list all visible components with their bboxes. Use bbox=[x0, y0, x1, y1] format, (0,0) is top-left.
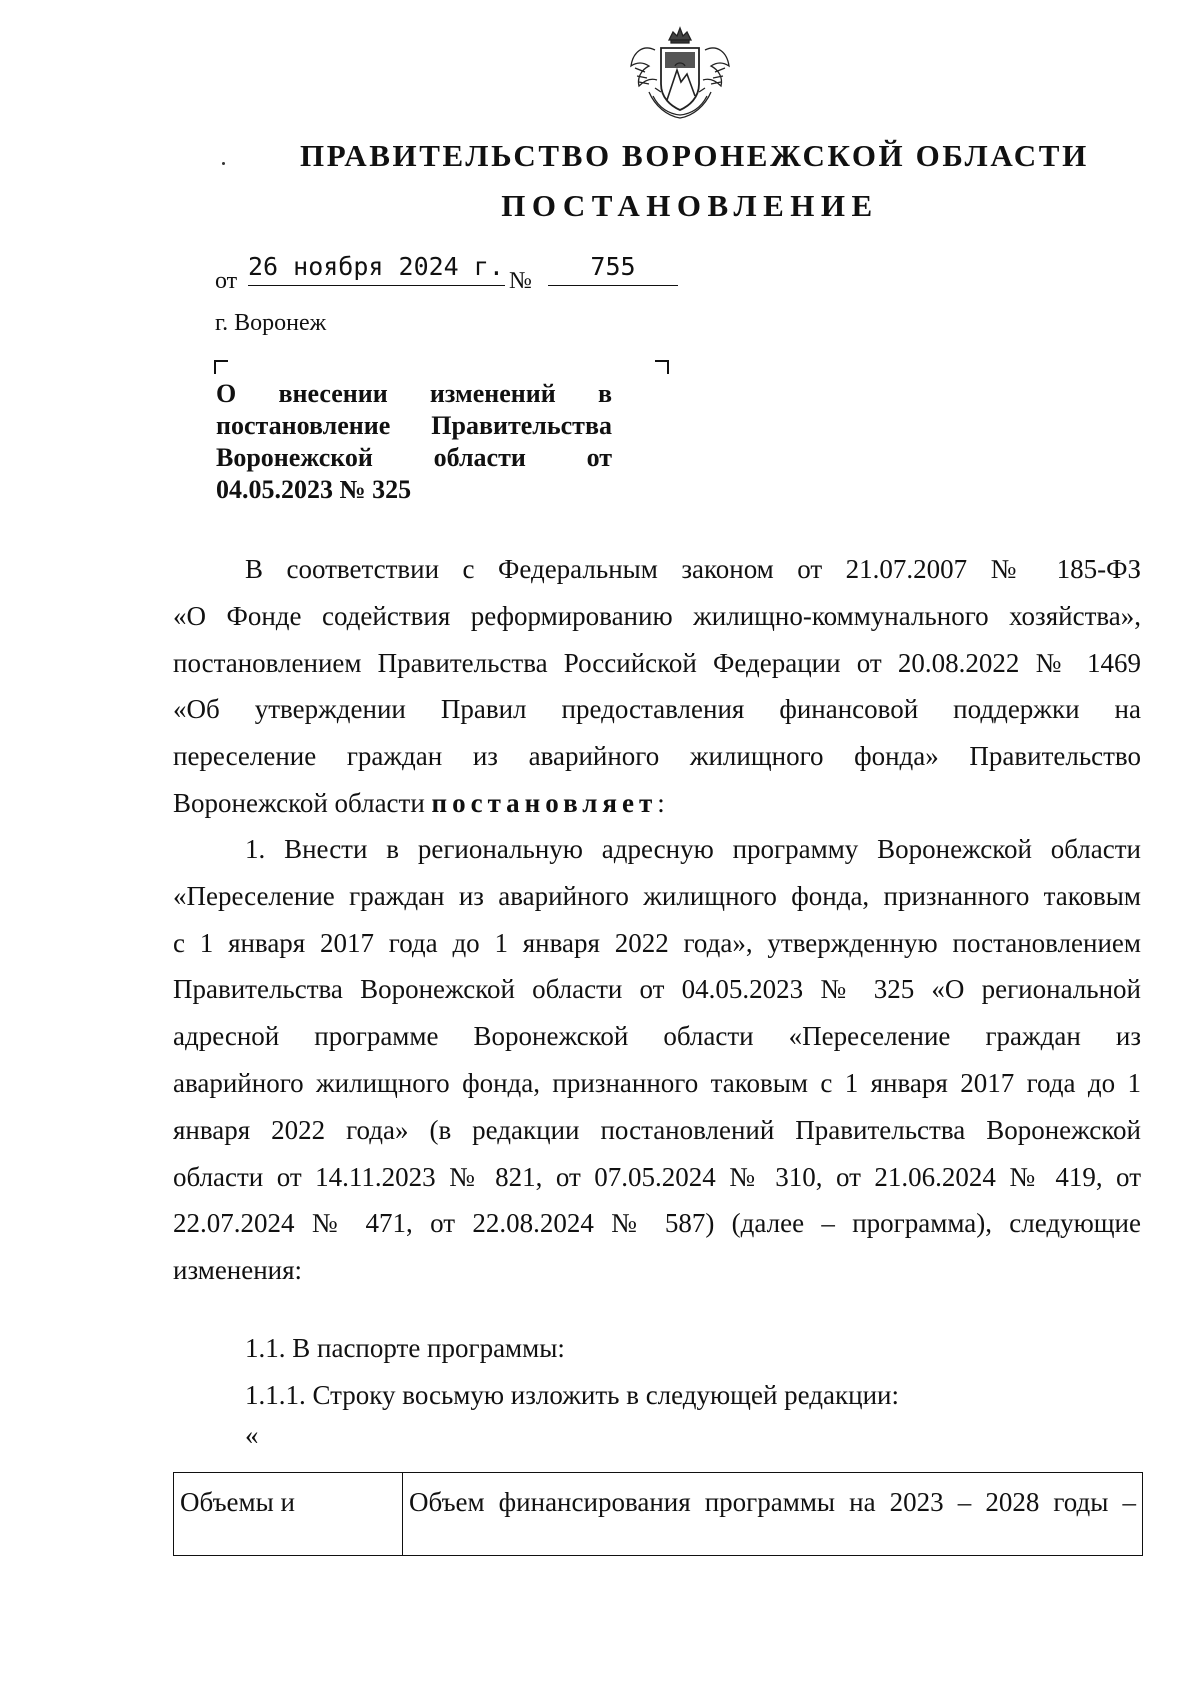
city-label: г. Воронеж bbox=[215, 310, 327, 336]
table-row bbox=[174, 1473, 1143, 1556]
item-1-paragraph bbox=[173, 826, 1141, 1294]
paragraph-line: 1. Внести в региональную адресную программу Воронежской области bbox=[245, 834, 1141, 864]
number-field bbox=[548, 252, 678, 286]
paragraph-line: переселение граждан из аварийного жилищного фонда» Правительство bbox=[173, 741, 1141, 772]
paragraph-line bbox=[173, 780, 1141, 827]
date-value: 26 ноября 2024 г. bbox=[248, 252, 504, 281]
paragraph-line: 1.1.1. Строку восьмую изложить в следующей редакции: bbox=[245, 1379, 899, 1410]
paragraph-line: аварийного жилищного фонда, признанного таковым с 1 января 2017 года до 1 bbox=[173, 1067, 1141, 1098]
subject-line: Воронежской области от bbox=[216, 443, 612, 472]
paragraph-colon: : bbox=[657, 787, 665, 818]
paragraph-line: с 1 января 2017 года до 1 января 2022 года», утвержденную постановлением bbox=[173, 927, 1141, 958]
coat-of-arms-icon bbox=[625, 22, 735, 122]
paragraph-line: Правительства Воронежской области от 04.05.2023 № 325 «О региональной bbox=[173, 974, 1141, 1005]
subject-line: О внесении изменений в bbox=[216, 379, 612, 408]
paragraph-line: В соответствии с Федеральным законом от 21.07.2007 № 185-ФЗ bbox=[245, 554, 1141, 584]
subject-corner-left bbox=[214, 360, 228, 374]
paragraph-line: области от 14.11.2023 № 821, от 07.05.2024 № 310, от 21.06.2024 № 419, от bbox=[173, 1161, 1141, 1192]
document-subject bbox=[216, 378, 612, 506]
organization-name: ПРАВИТЕЛЬСТВО ВОРОНЕЖСКОЙ ОБЛАСТИ bbox=[300, 138, 1089, 173]
paragraph-line: «Переселение граждан из аварийного жилищного фонда, признанного таковым bbox=[173, 880, 1141, 911]
subject-corner-right bbox=[655, 360, 669, 374]
table-cell-label: Объемы и bbox=[174, 1473, 403, 1556]
date-prefix: от bbox=[215, 268, 238, 294]
resolves-word: постановляет bbox=[431, 787, 658, 818]
paragraph-line: адресной программе Воронежской области «Переселение граждан из bbox=[173, 1021, 1141, 1052]
item-1-1-paragraph bbox=[173, 1325, 1141, 1419]
preamble-paragraph bbox=[173, 546, 1141, 827]
paragraph-text: Воронежской области bbox=[173, 787, 432, 818]
paragraph-line: «Об утверждении Правил предоставления финансовой поддержки на bbox=[173, 694, 1141, 725]
document-type-title: ПОСТАНОВЛЕНИЕ bbox=[501, 188, 879, 223]
number-value: 755 bbox=[590, 252, 636, 281]
subject-line: 04.05.2023 № 325 bbox=[216, 475, 412, 504]
paragraph-line: 22.07.2024 № 471, от 22.08.2024 № 587) (далее – программа), следующие bbox=[173, 1208, 1141, 1239]
paragraph-line: января 2022 года» (в редакции постановлений Правительства Воронежской bbox=[173, 1114, 1141, 1145]
paragraph-line: «О Фонде содействия реформированию жилищно-коммунального хозяйства», bbox=[173, 600, 1141, 631]
scan-artifact-dot bbox=[222, 162, 225, 165]
program-passport-table bbox=[173, 1472, 1143, 1556]
subject-line: постановление Правительства bbox=[216, 411, 612, 440]
paragraph-line: постановлением Правительства Российской Федерации от 20.08.2022 № 1469 bbox=[173, 647, 1141, 678]
number-prefix: № bbox=[509, 268, 532, 294]
table-cell-value: Объем финансирования программы на 2023 – 2028 годы – bbox=[403, 1473, 1143, 1556]
date-field bbox=[248, 252, 505, 286]
paragraph-line: 1.1. В паспорте программы: bbox=[245, 1333, 565, 1363]
paragraph-line: изменения: bbox=[173, 1255, 303, 1286]
opening-quote: « bbox=[245, 1420, 259, 1450]
